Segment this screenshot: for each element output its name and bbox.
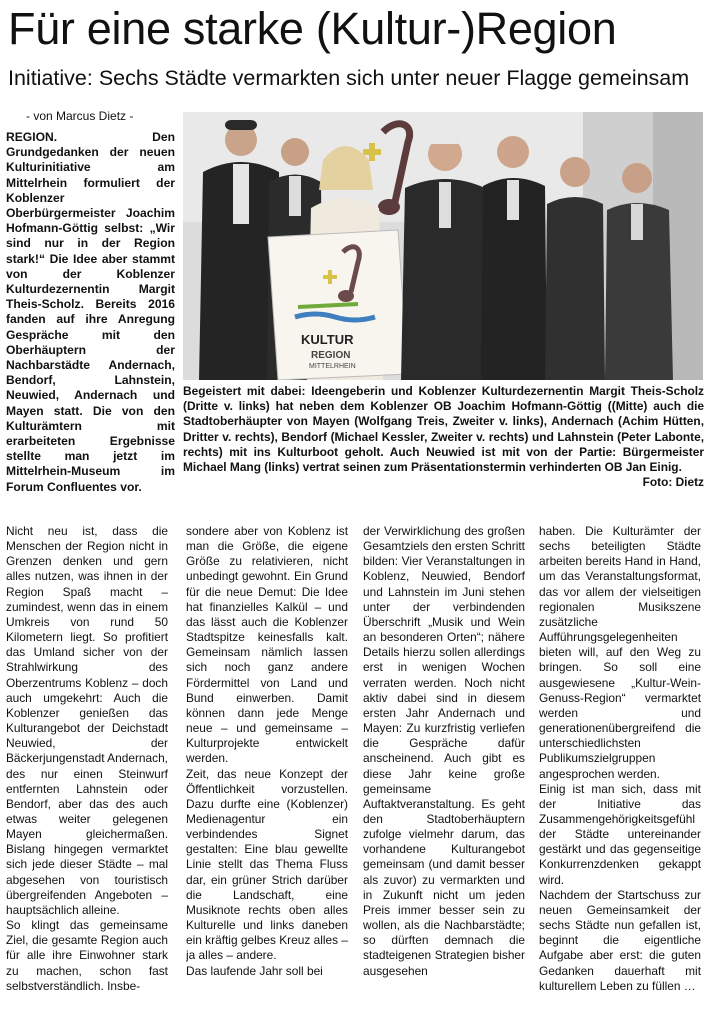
body-column-1 xyxy=(6,524,168,1024)
body-paragraph: Nachdem der Startschuss zur neuen Gemeinsamkeit der sechs Städte nun gefallen ist, beginnt die eigentliche Aufgabe aber erst: die guten Gedanken dauerhaft mit kulturellem Leben zu füllen … xyxy=(539,887,701,993)
subline: Initiative: Sechs Städte vermarkten sich unter neuer Flagge gemeinsam xyxy=(8,66,690,90)
group-photo xyxy=(183,112,703,380)
body-paragraph: sondere aber von Koblenz ist man die Größe, die eigene Größe zu relativieren, nicht unbedingt gewohnt. Ein Grund für die neue Demut: Die Idee hat finanzielles Kalkül – und das lässt auch die Koblenzer Stadtspitze keinesfalls kalt. Gemeinsam nämlich lassen sich noch ganz andere Fördermittel von Land und Bund einwerben. Damit können dann jede Menge neue – und gemeinsame – Kulturprojekte entwickelt werden. xyxy=(186,524,348,766)
photo-caption xyxy=(183,384,704,490)
group-photo-illustration xyxy=(183,112,703,380)
body-paragraph: Zeit, das neue Konzept der Öffentlichkeit vorzustellen. Dazu durfte eine (Koblenzer) Medienagentur ein verbindendes Signet gestalten: Eine blau gewellte Linie stellt das Thema Fluss dar, ein grüner Strich darüber die Landschaft, eine Musiknote rechts oben alles Kulturelle und links daneben ein kräftig gelbes Kreuz alles – ja alles – andere. xyxy=(186,766,348,963)
banner-text-line3: MITTELRHEIN xyxy=(309,363,356,370)
intro-paragraph: REGION. Den Grundgedanken der neuen Kulturinitiative am Mittelrhein formuliert der Koblenzer Oberbürgermeister Joachim Hofmann-Göttig selbst: „Wir sind nur in der Region stark!“ Die Idee aber stammt von der Koblenzer Kulturdezernentin Margit Theis-Scholz. Bereits 2016 fanden auf ihre Anregung Gespräche mit den Oberhäuptern der Nachbarstädte Andernach, Bendorf, Lahnstein, Neuwied, Andernach und Mayen statt. Die von den Kulturämtern mit erarbeiteten Ergebnisse stellte man jetzt im Mittelrhein-Museum im Forum Confluentes vor. xyxy=(6,130,175,494)
banner-text-line2: REGION xyxy=(311,350,351,361)
body-paragraph: Das laufende Jahr soll bei xyxy=(186,963,323,978)
body-column-3 xyxy=(363,524,525,1024)
photo-credit: Foto: Dietz xyxy=(642,475,704,490)
headline: Für eine starke (Kultur-)Region xyxy=(8,3,617,54)
body-paragraph: Einig ist man sich, dass mit der Initiative das Zusammengehörigkeitsgefühl der Städte untereinander gestärkt und das gegenseitige Konkurrenzdenken gekappt wird. xyxy=(539,781,701,887)
body-column-2 xyxy=(186,524,348,1024)
banner-text-line1: KULTUR xyxy=(301,332,354,347)
body-column-4 xyxy=(539,524,701,1024)
byline: - von Marcus Dietz - xyxy=(26,109,134,123)
body-paragraph: haben. Die Kulturämter der sechs beteiligten Städte arbeiten bereits Hand in Hand, um das Veranstaltungsformat, das vor allem der vielseitigen regionalen Musikszene zusätzliche Aufführungsgelegenheiten bieten will, auf den Weg zu bringen. So soll eine ausgewiesene „Kultur-Wein-Genuss-Region“ vermarktet werden und generationenübergreifend die unterschiedlichsten Publikumszielgruppen angesprochen werden. xyxy=(539,524,701,781)
body-paragraph: Nicht neu ist, dass die Menschen der Region nicht in Grenzen denken und gern alles nutzen, was ihnen in der Region Spaß macht – zumindest, wenn das in einem Umkreis von rund 50 Kilometern liegt. So profitiert das Umland sicher von der Strahlwirkung des Oberzentrums Koblenz – doch auch umgekehrt: Auch die Koblenzer genießen das Kulturangebot der Deichstadt Neuwied, der Bäckerjungenstadt Andernach, des nur einen Steinwurf entfernten Lahnstein oder Bendorf, aber das des auch etwas weiter gelegenen Mayen gleichermaßen. Bislang hingegen vermarktet sich jede dieser Städte – mal abgesehen von touristisch übergreifenden Angeboten – hauptsächlich alleine. xyxy=(6,524,168,917)
caption-text: Begeistert mit dabei: Ideengeberin und Koblenzer Kulturdezernentin Margit Theis-Scholz (Dritte v. links) hat neben dem Koblenzer OB Joachim Hofmann-Göttig ((Mitte) auch die Stadtoberhäupter von Mayen (Wolfgang Treis, Zweiter v. links), Andernach (Achim Hütten, Dritter v. rechts), Bendorf (Michael Kessler, Zweiter v. rechts) und Lahnstein (Peter Labonte, rechts) mit ins Kulturboot geholt. Auch Neuwied ist mit von der Partie: Bürgermeister Michael Mang (links) vertrat seinen zum Präsentationstermin verhinderten OB Jan Einig. xyxy=(183,384,704,475)
body-paragraph: So klingt das gemeinsame Ziel, die gesamte Region auch für alle ihre Einwohner stark zu machen, schon fast selbstverständlich. Insbe- xyxy=(6,918,168,993)
body-paragraph: der Verwirklichung des großen Gesamtziels den ersten Schritt bilden: Vier Veranstaltungen in Koblenz, Neuwied, Bendorf und Lahnstein im Juni stehen unter der verbindenden Überschrift „Musik und Wein an besonderen Orten“; nähere Details hierzu sollen allerdings erst in wenigen Wochen verraten werden. Noch nicht aktiv dabei sind in diesem ersten Jahr Andernach und Mayen: Zu kurzfristig verliefen die Gespräche dafür anscheinend. Auch gibt es diese Jahr keine große gemeinsame Auftaktveranstaltung. Es geht den Stadtoberhäuptern zufolge vielmehr darum, das vorhandene Kulturangebot gemeinsam (und damit besser als zuvor) zu vermarkten und in Zukunft nicht um jeden Preis immer besser sein zu wollen, als die Nachbarstädte; so dürften demnach die stadteigenen Strategien bisher ausgesehen xyxy=(363,524,525,978)
